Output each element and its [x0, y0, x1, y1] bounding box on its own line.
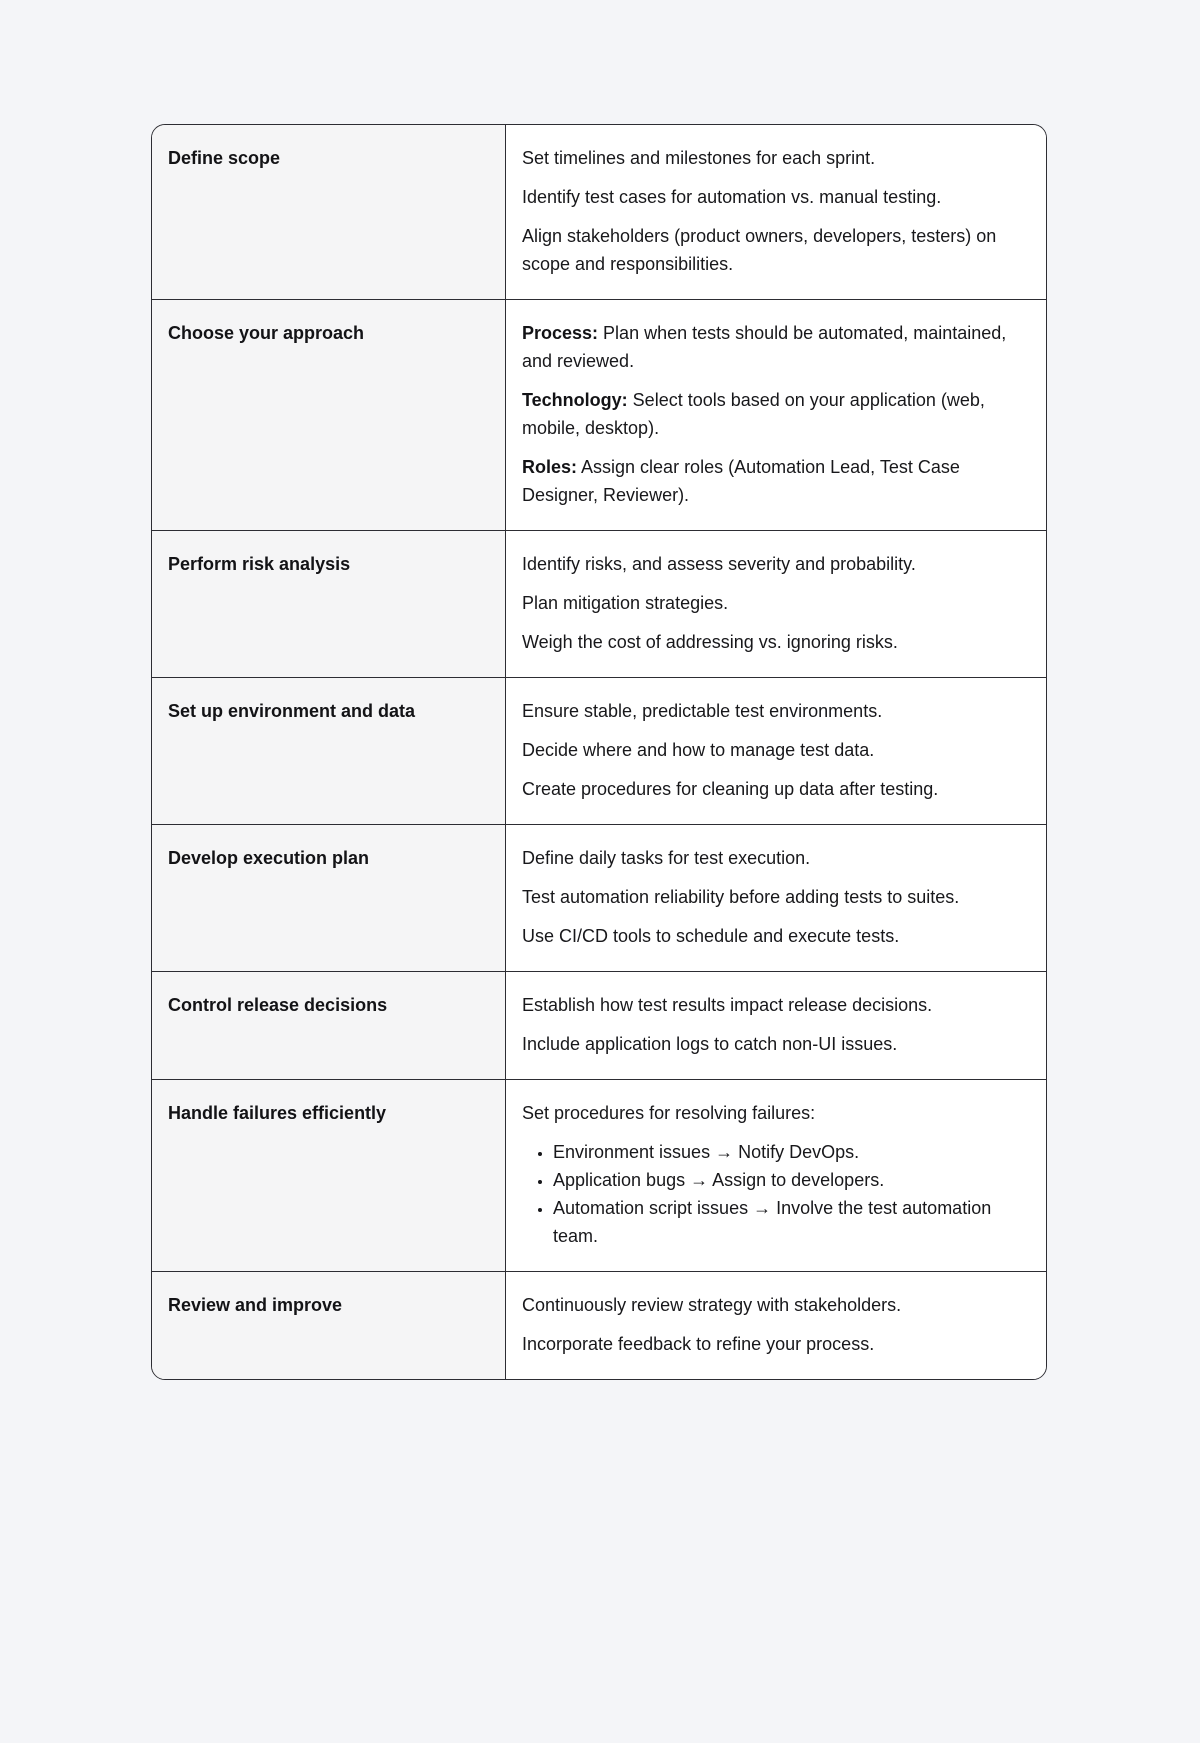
paragraph-text: Assign clear roles (Automation Lead, Test Case Designer, Reviewer).	[522, 457, 960, 505]
row-heading: Review and improve	[168, 1295, 343, 1315]
row-heading: Choose your approach	[168, 323, 365, 343]
table-row	[152, 299, 1046, 530]
description-paragraph: Continuously review strategy with stakeholders.	[522, 1295, 902, 1315]
description-paragraph: Identify test cases for automation vs. manual testing.	[522, 187, 942, 207]
row-description-cell	[506, 678, 1046, 824]
paragraph-lead: Technology:	[522, 390, 628, 410]
row-description-cell	[506, 972, 1046, 1079]
paragraph-lead: Process:	[522, 323, 599, 343]
table-row	[152, 125, 1046, 299]
row-heading-cell	[152, 1080, 506, 1271]
row-heading-cell	[152, 300, 506, 530]
description-paragraph: Incorporate feedback to refine your process.	[522, 1334, 875, 1354]
row-heading: Set up environment and data	[168, 701, 416, 721]
description-paragraph	[522, 453, 1028, 509]
row-heading: Control release decisions	[168, 995, 388, 1015]
table-row	[152, 677, 1046, 824]
table-row	[152, 530, 1046, 677]
table-row	[152, 1079, 1046, 1271]
row-heading-cell	[152, 125, 506, 299]
row-description-cell	[506, 1080, 1046, 1271]
row-heading: Develop execution plan	[168, 848, 370, 868]
description-paragraph: Weigh the cost of addressing vs. ignoring risks.	[522, 632, 898, 652]
strategy-table	[151, 124, 1047, 1380]
row-description-cell	[506, 531, 1046, 677]
bullet-item: • Environment issues → Notify DevOps.	[553, 1138, 1028, 1166]
paragraph-text: Select tools based on your application (web, mobile, desktop).	[522, 390, 985, 438]
row-heading-cell	[152, 972, 506, 1079]
row-heading: Define scope	[168, 148, 281, 168]
table-row	[152, 1271, 1046, 1379]
row-description-cell	[506, 300, 1046, 530]
description-paragraph: Use CI/CD tools to schedule and execute tests.	[522, 926, 900, 946]
description-paragraph: Align stakeholders (product owners, developers, testers) on scope and responsibilities.	[522, 226, 997, 274]
description-paragraph: Test automation reliability before adding tests to suites.	[522, 887, 960, 907]
row-description-cell	[506, 1272, 1046, 1379]
description-paragraph: Decide where and how to manage test data.	[522, 740, 875, 760]
paragraph-lead: Roles:	[522, 457, 578, 477]
row-heading-cell	[152, 678, 506, 824]
description-paragraph: Include application logs to catch non-UI issues.	[522, 1034, 898, 1054]
row-heading-cell	[152, 825, 506, 971]
row-description-cell	[506, 125, 1046, 299]
description-paragraph: Set procedures for resolving failures:	[522, 1103, 816, 1123]
description-paragraph: Create procedures for cleaning up data after testing.	[522, 779, 939, 799]
table-row	[152, 971, 1046, 1079]
row-heading-cell	[152, 531, 506, 677]
bullet-list	[522, 1138, 1028, 1250]
bullet-item: • Automation script issues → Involve the test automation team.	[553, 1194, 1028, 1250]
row-heading-cell	[152, 1272, 506, 1379]
description-paragraph: Plan mitigation strategies.	[522, 593, 729, 613]
row-heading: Perform risk analysis	[168, 554, 351, 574]
paragraph-text: Plan when tests should be automated, maintained, and reviewed.	[522, 323, 1007, 371]
description-paragraph: Establish how test results impact release decisions.	[522, 995, 933, 1015]
bullet-item: • Application bugs → Assign to developers.	[553, 1166, 1028, 1194]
row-description-cell	[506, 825, 1046, 971]
table-row	[152, 824, 1046, 971]
row-heading: Handle failures efficiently	[168, 1103, 387, 1123]
description-paragraph	[522, 319, 1028, 375]
description-paragraph: Define daily tasks for test execution.	[522, 848, 811, 868]
description-paragraph: Identify risks, and assess severity and probability.	[522, 554, 916, 574]
description-paragraph	[522, 386, 1028, 442]
description-paragraph: Ensure stable, predictable test environments.	[522, 701, 883, 721]
description-paragraph: Set timelines and milestones for each sprint.	[522, 148, 876, 168]
